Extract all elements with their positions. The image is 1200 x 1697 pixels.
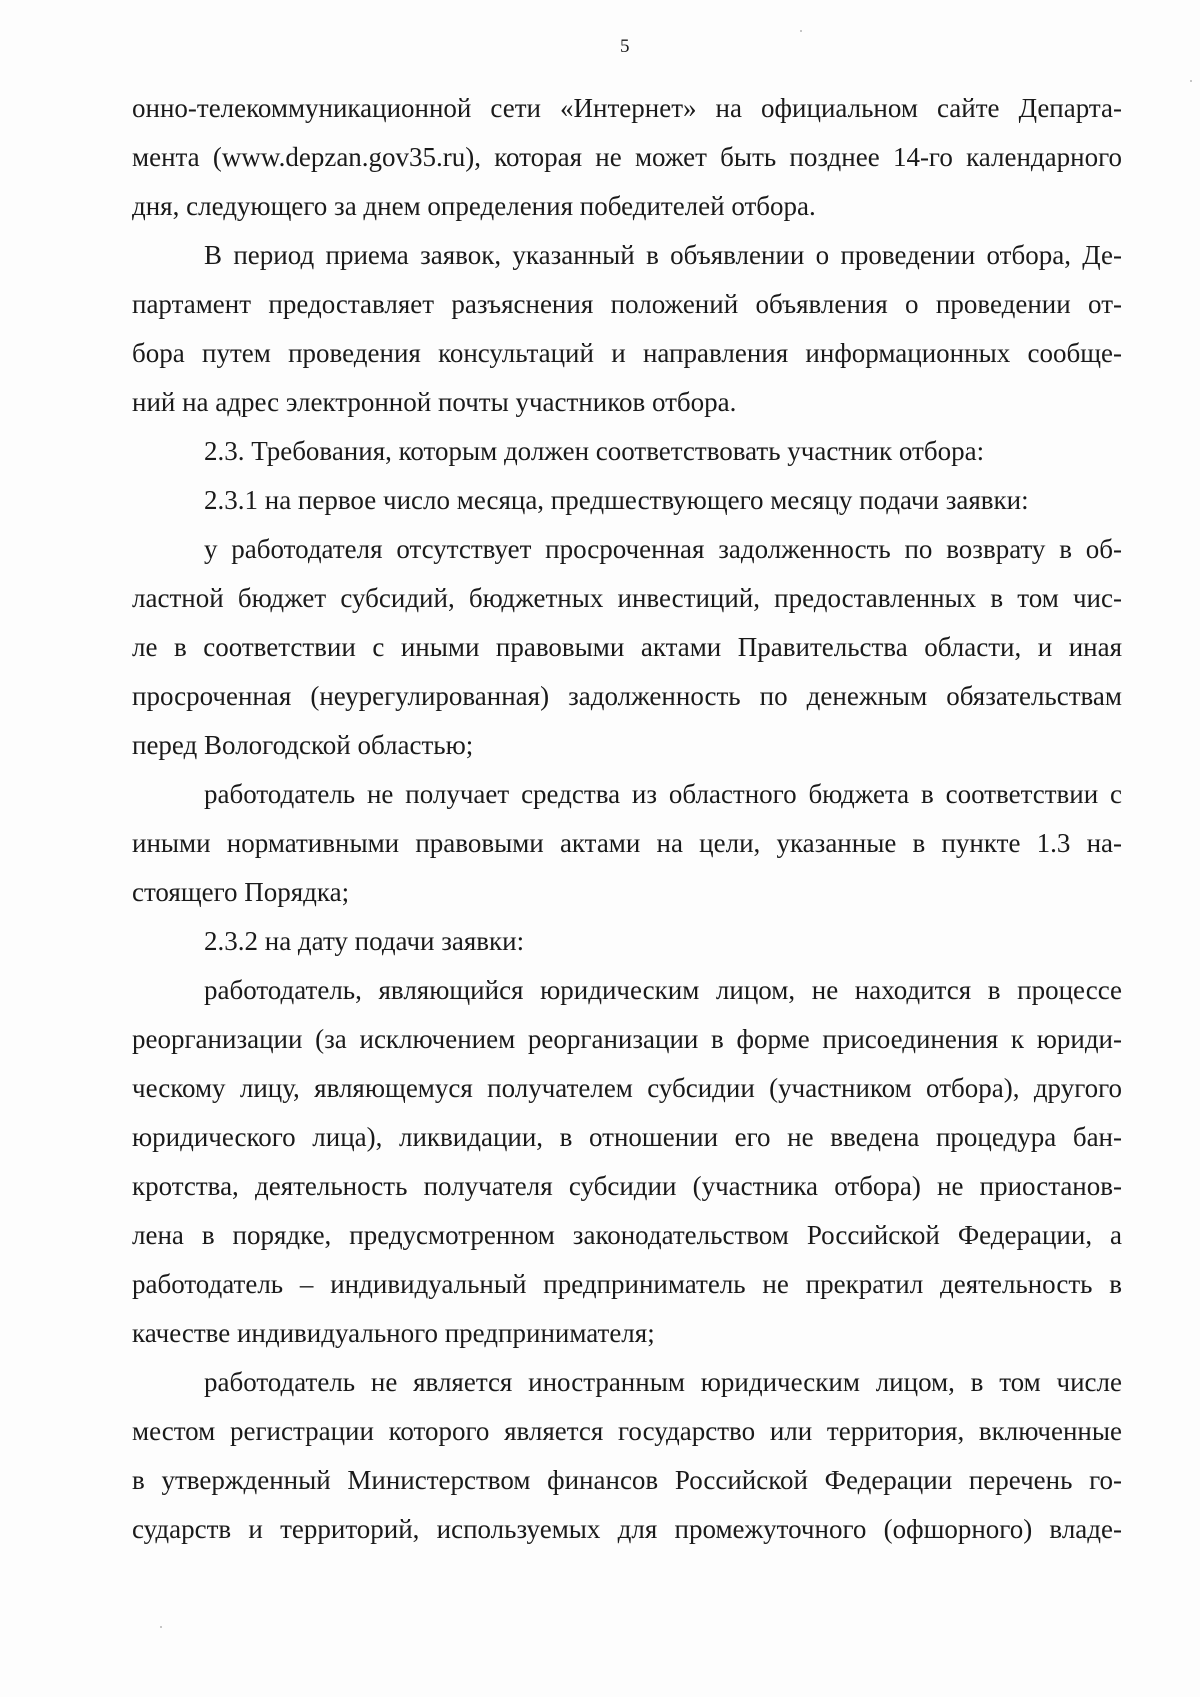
text-line: 2.3.2 на дату подачи заявки: [204,926,525,956]
text-line: ластной бюджет субсидий, бюджетных инвестиций, предоставленных в том чис- [132,583,1122,613]
text-line: качестве индивидуального предпринимателя; [132,1318,655,1348]
text-line: 2.3. Требования, которым должен соответствовать участник отбора: [204,436,985,466]
text-line: онно-телекоммуникационной сети «Интернет» на официальном сайте Департа- [132,93,1122,123]
text-line: работодатель, являющийся юридическим лицом, не находится в процессе [204,975,1122,1005]
text-line: 2.3.1 на первое число месяца, предшествующего месяцу подачи заявки: [204,485,1029,515]
text-line: у работодателя отсутствует просроченная задолженность по возврату в об- [204,534,1122,564]
text-line: лена в порядке, предусмотренном законодательством Российской Федерации, а [132,1220,1122,1250]
text-line: дня, следующего за днем определения победителей отбора. [132,191,816,221]
text-line: работодатель – индивидуальный предприниматель не прекратил деятельность в [132,1269,1122,1299]
scan-speck [1190,80,1192,82]
paragraph [132,1358,1122,1554]
paragraph [132,525,1122,770]
scan-speck [800,30,802,32]
text-line: реорганизации (за исключением реорганизации в форме присоединения к юриди- [132,1024,1122,1054]
text-line: в утвержденный Министерством финансов Российской Федерации перечень го- [132,1465,1122,1495]
document-body [132,84,1122,1554]
text-line: стоящего Порядка; [132,877,350,907]
text-line: перед Вологодской областью; [132,730,474,760]
text-line: сударств и территорий, используемых для промежуточного (офшорного) владе- [132,1514,1122,1544]
paragraph [132,231,1122,427]
text-line: В период приема заявок, указанный в объявлении о проведении отбора, Де- [204,240,1122,270]
text-line: мента (www.depzan.gov35.ru), которая не может быть позднее 14-го календарного [132,142,1122,172]
paragraph [132,476,1122,525]
text-line: бора путем проведения консультаций и направления информационных сообще- [132,338,1122,368]
text-line: кротства, деятельность получателя субсидии (участника отбора) не приостанов- [132,1171,1122,1201]
text-line: местом регистрации которого является государство или территория, включенные [132,1416,1122,1446]
text-line: работодатель не получает средства из областного бюджета в соответствии с [204,779,1122,809]
text-line: просроченная (неурегулированная) задолженность по денежным обязательствам [132,681,1122,711]
text-line: иными нормативными правовыми актами на цели, указанные в пункте 1.3 на- [132,828,1122,858]
paragraph [132,427,1122,476]
paragraph [132,917,1122,966]
text-line: ческому лицу, являющемуся получателем субсидии (участником отбора), другого [132,1073,1122,1103]
text-line: работодатель не является иностранным юридическим лицом, в том числе [204,1367,1122,1397]
paragraph [132,84,1122,231]
paragraph [132,770,1122,917]
page-number: 5 [620,36,630,57]
text-line: юридического лица), ликвидации, в отношении его не введена процедура бан- [132,1122,1122,1152]
text-line: партамент предоставляет разъяснения положений объявления о проведении от- [132,289,1122,319]
text-line: ле в соответствии с иными правовыми актами Правительства области, и иная [132,632,1122,662]
paragraph [132,966,1122,1358]
scan-speck [160,1626,162,1628]
text-line: ний на адрес электронной почты участников отбора. [132,387,737,417]
